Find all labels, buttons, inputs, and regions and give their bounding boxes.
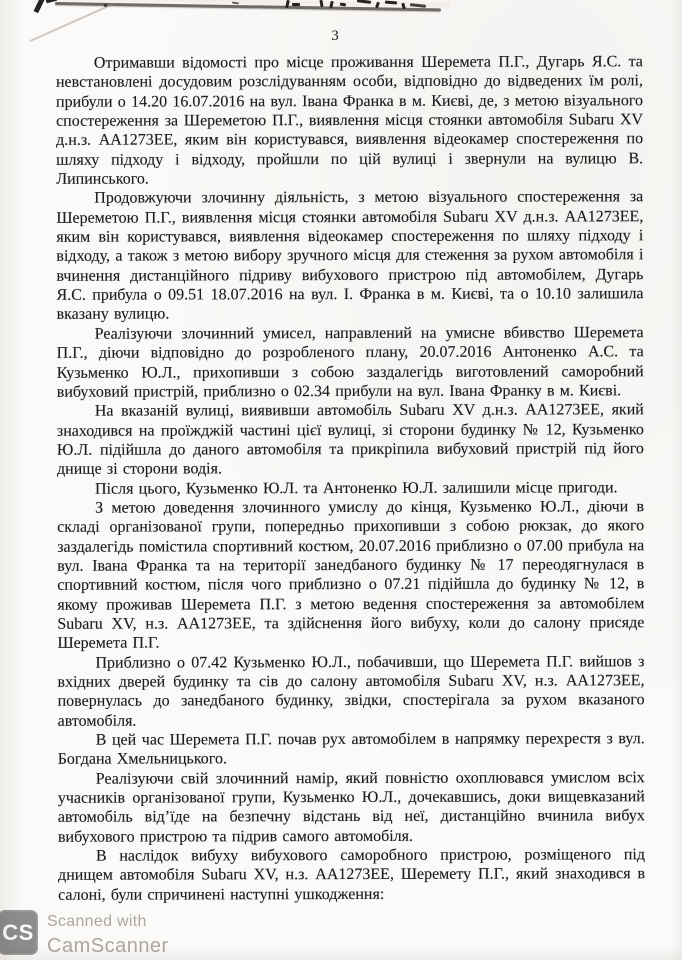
document-paragraph: В цей час Шеремета П.Г. почав рух автомобілем в напрямку перехрестя з вул. Богдана Хмельницького. [57,730,645,769]
document-paragraph: Приблизно о 07.42 Кузьменко Ю.Л., побачивши, що Шеремета П.Г. вийшов з вхідних дверей будинку та сів до салону автомобіля Subaru XV, н.з. АА1273ЕЕ, повернулась до занедбаного будинку, звідки, спостерігала за рухом вказаного автомобіля. [57,652,645,730]
document-paragraph: Після цього, Кузьменко Ю.Л. та Антоненко Ю.Л. залишили місце пригоди. [95,478,618,498]
document-paragraph: З метою доведення злочинного умислу до кінця, Кузьменко Ю.Л., діючи в складі організованої групи, попередньо прихопивши з собою рюкзак, до якого заздалегідь помістила спортивний костюм, 20.07.2016 приблизно о 07.00 прибула на вул. Івана Франка та на території занедбаного будинку № 17 переодягнулася в спортивний костюм, після чого приблизно о 07.21 підійшла до будинку № 12, в якому проживав Шеремета П.Г. з метою ведення спостереження за автомобілем Subaru XV, н.з. АА1273ЕЕ, та здійснення його вибуху, коли до салону присяде Шеремета П.Г. [57,498,645,653]
document-paragraph: На вказаній вулиці, виявивши автомобіль Subaru XV д.н.з. АА1273ЕЕ, який знаходився на проїжджій частині цієї вулиці, зі сторони будинку № 12, Кузьменко Ю.Л. підійшла до даного автомобіля та прикріпила вибуховий пристрій під його днище зі сторони водія. [56,401,644,478]
camscanner-logo-icon: CS [0,910,38,955]
document-paragraph: Реалізуючи свій злочинний намір, який повністю охоплювався умислом всіх учасників організованої групи, Кузьменко Ю.Л., дочекавшись, доки вищевказаний автомобіль від’їде на безпечну відстань від неї, дистанційно вчинила вибух вибухового пристрою та підрив самого автомобіля. [57,768,645,846]
document-body [56,52,645,905]
ink-scribble [340,3,346,6]
camscanner-watermark-text [47,910,169,958]
camscanner-watermark [0,910,169,958]
document-paragraph: Отримавши відомості про місце проживання Шеремета П.Г., Дугарь Я.С. та невстановлені досудовим розслідуванням особи, відповідно до відведених їм ролі, прибули о 14.20 16.07.2016 на вул. Івана Франка в м. Києві, де, з метою візуального спостереження за Шереметою П.Г., виявлення місця стоянки автомобіля Subaru XV д.н.з. АА1273ЕЕ, яким він користувався, виявлення відеокамер спостереження по шляху підходу і відходу, пройшли по цій вулиці і звернули на вулицю В. Липинського. [55,53,644,188]
watermark-line2: CamScanner [47,935,169,957]
watermark-line1: Scanned with [47,913,147,930]
document-paragraph: Реалізуючи злочинний умисел, направлений на умисне вбивство Шеремета П.Г., діючи відповідно до розробленого плану, 20.07.2016 Антоненко А.С. та Кузьменко Ю.Л., прихопивши з собою заздалегідь виготовлений саморобний вибуховий пристрій, приблизно о 02.34 прибули на вул. Івана Франку в м. Києві. [56,324,644,401]
page-number: 3 [331,28,339,44]
previous-page-edge [0,0,520,16]
document-paragraph: Продовжуючи злочинну діяльність, з метою візуального спостереження за Шереметою П.Г., виявлення місця стоянки автомобіля Subaru XV д.н.з. АА1273ЕЕ, яким він користувався, виявлення відеокамер спостереження по шляху підходу і відходу, а також з метою вибору зручного місця для стеження за рухом автомобіля і вчинення дистанційного підриву вибухового пристрою під автомобілем, Дугарь Я.С. прибула о 09.51 18.07.2016 на вул. І. Франка в м. Києві, та о 10.10 залишила вказану вулицю. [56,188,644,324]
ink-scribble [292,3,300,6]
document-paragraph: В наслідок вибуху вибухового саморобного пристрою, розміщеного під днищем автомобіля Subaru XV, н.з. АА1273ЕЕ, Шеремету П.Г., який знаходився в салоні, були спричинені наступні ушкодження: [58,846,646,904]
